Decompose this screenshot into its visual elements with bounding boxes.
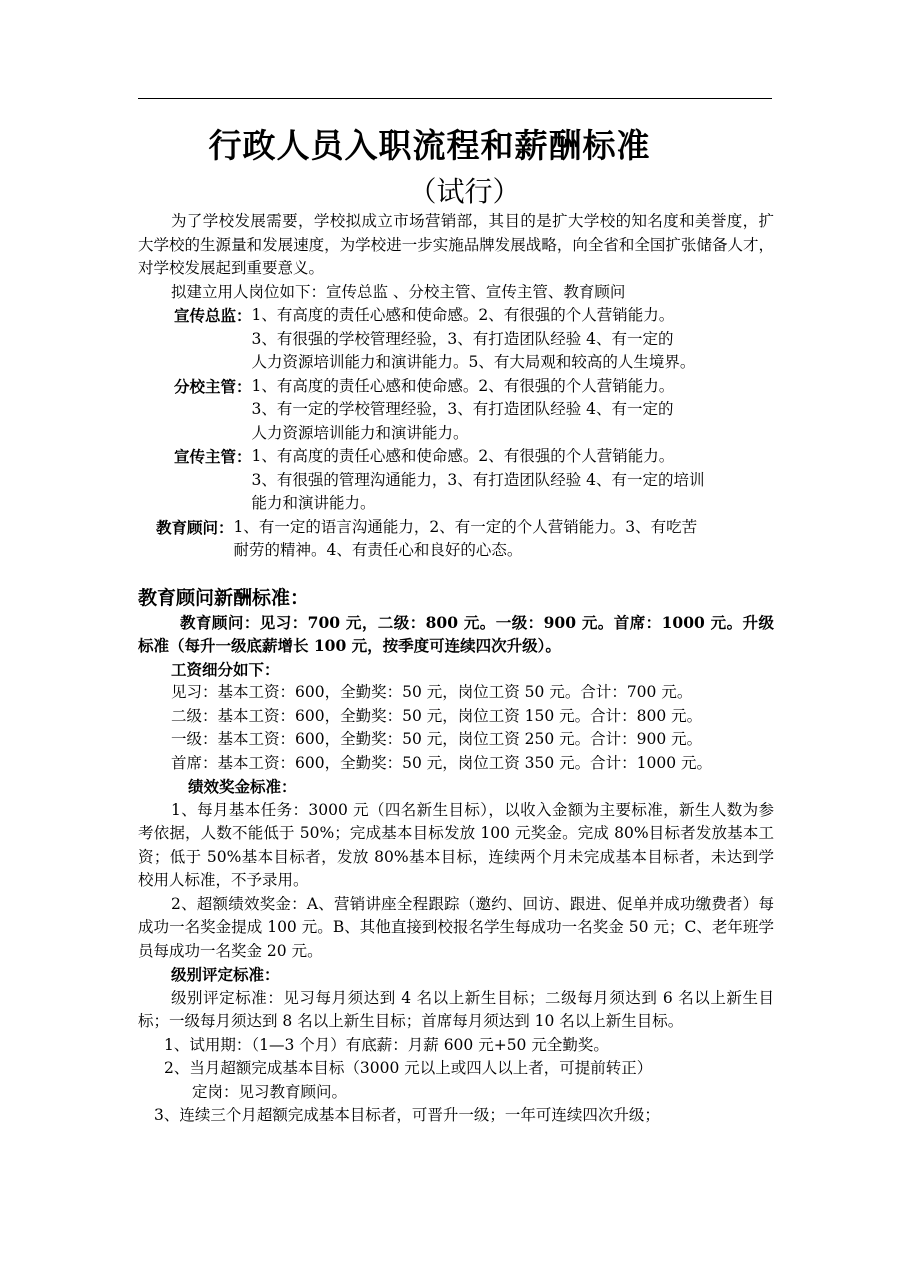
grading-text: 级别评定标准：见习每月须达到 4 名以上新生目标；二级每月须达到 6 名以上新生目标；一级每月须达到 8 名以上新生目标；首席每月须达到 10 名以上新生目标。: [138, 988, 774, 1030]
role-branch-manager: [138, 375, 774, 446]
role-description: [252, 375, 774, 446]
role-line: 人力资源培训能力和演讲能力。: [251, 423, 469, 442]
positions-line: 拟建立用人岗位如下：宣传总监 、分校主管、宣传主管、教育顾问: [171, 282, 626, 301]
bonus-item-2: 2、超额绩效奖金：A、营销讲座全程跟踪（邀约、回访、跟进、促单并成功缴费者）每成功一名奖金提成 100 元。B、其他直接到校报名学生每成功一名奖金 50 元；C、老年班学员每成功一名奖金 20 元。: [138, 894, 774, 960]
role-publicity-manager: [138, 445, 774, 516]
breakdown-item: 见习：基本工资：600，全勤奖：50 元，岗位工资 50 元。合计：700 元。: [171, 683, 693, 701]
role-publicity-director: [138, 304, 774, 375]
role-line: 耐劳的精神。4、有责任心和良好的心态。: [233, 541, 523, 559]
role-description: [252, 304, 774, 375]
bonus-title: 绩效奖金标准：: [188, 777, 297, 796]
role-line: 3、有很强的学校管理经验，3、有打造团队经验 4、有一定的: [251, 329, 674, 348]
document-title: 行政人员入职流程和薪酬标准: [208, 126, 651, 165]
role-label: 宣传主管：: [174, 447, 252, 466]
role-description: [234, 516, 774, 563]
salary-summary: 教育顾问：见习：700 元，二级：800 元。一级：900 元。首席：1000 元。升级标准（每升一级底薪增长 100 元，按季度可连续四次升级）。: [138, 612, 774, 655]
role-line: 能力和演讲能力。: [251, 494, 376, 512]
role-label: 宣传总监：: [174, 306, 252, 325]
role-line: 3、有一定的学校管理经验，3、有打造团队经验 4、有一定的: [251, 400, 674, 418]
salary-breakdown-list: [138, 681, 774, 775]
breakdown-title: 工资细分如下：: [171, 659, 280, 679]
breakdown-item: 首席：基本工资：600，全勤奖：50 元，岗位工资 350 元。合计：1000 元。: [171, 753, 713, 772]
role-description: [252, 445, 774, 516]
role-line: 人力资源培训能力和演讲能力。5、有大局观和较高的人生境界。: [251, 353, 696, 371]
bonus-item-1: 1、每月基本任务：3000 元（四名新生目标），以收入金额为主要标准，新生人数为参考依据，人数不能低于 50%；完成基本目标发放 100 元奖金。完成 80%目标者发放基本工资；低于 50%基本目标者，发放 80%基本目标，连续两个月未完成基本目标者，未达到学校用人标准，不予录用。: [138, 800, 774, 889]
grading-title: 级别评定标准：: [171, 965, 280, 984]
document-body: [138, 210, 774, 1128]
role-line: 1、有一定的语言沟通能力，2、有一定的个人营销能力。3、有吃苦: [233, 517, 698, 536]
role-education-consultant: [138, 516, 774, 563]
grading-step-2-sub: 定岗：见习教育顾问。: [192, 1082, 348, 1101]
grading-step-1: 1、试用期：（1—3 个月）有底薪：月薪 600 元+50 元全勤奖。: [164, 1035, 609, 1054]
grading-step-3: 3、连续三个月超额完成基本目标者，可晋升一级；一年可连续四次升级；: [154, 1106, 660, 1124]
breakdown-item: 一级：基本工资：600，全勤奖：50 元，岗位工资 250 元。合计：900 元。: [171, 730, 703, 748]
role-label: 教育顾问：: [156, 517, 234, 537]
breakdown-item: 二级：基本工资：600，全勤奖：50 元，岗位工资 150 元。合计：800 元。: [171, 706, 703, 725]
role-label: 分校主管：: [174, 376, 252, 396]
header-rule: [138, 98, 772, 99]
document-subtitle: （试行）: [408, 175, 521, 208]
role-line: 3、有很强的管理沟通能力，3、有打造团队经验 4、有一定的培训: [251, 470, 705, 489]
role-line: 1、有高度的责任心感和使命感。2、有很强的个人营销能力。: [251, 306, 675, 324]
role-line: 1、有高度的责任心感和使命感。2、有很强的个人营销能力。: [251, 376, 675, 395]
salary-section-title: 教育顾问新酬标准：: [138, 586, 310, 609]
intro-paragraph: 为了学校发展需要，学校拟成立市场营销部，其目的是扩大学校的知名度和美誉度，扩大学校的生源量和发展速度，为学校进一步实施品牌发展战略，向全省和全国扩张储备人才，对学校发展起到重要意义。: [138, 212, 774, 277]
grading-step-2: 2、当月超额完成基本目标（3000 元以上或四人以上者，可提前转正）: [164, 1059, 653, 1077]
role-line: 1、有高度的责任心感和使命感。2、有很强的个人营销能力。: [251, 447, 675, 465]
